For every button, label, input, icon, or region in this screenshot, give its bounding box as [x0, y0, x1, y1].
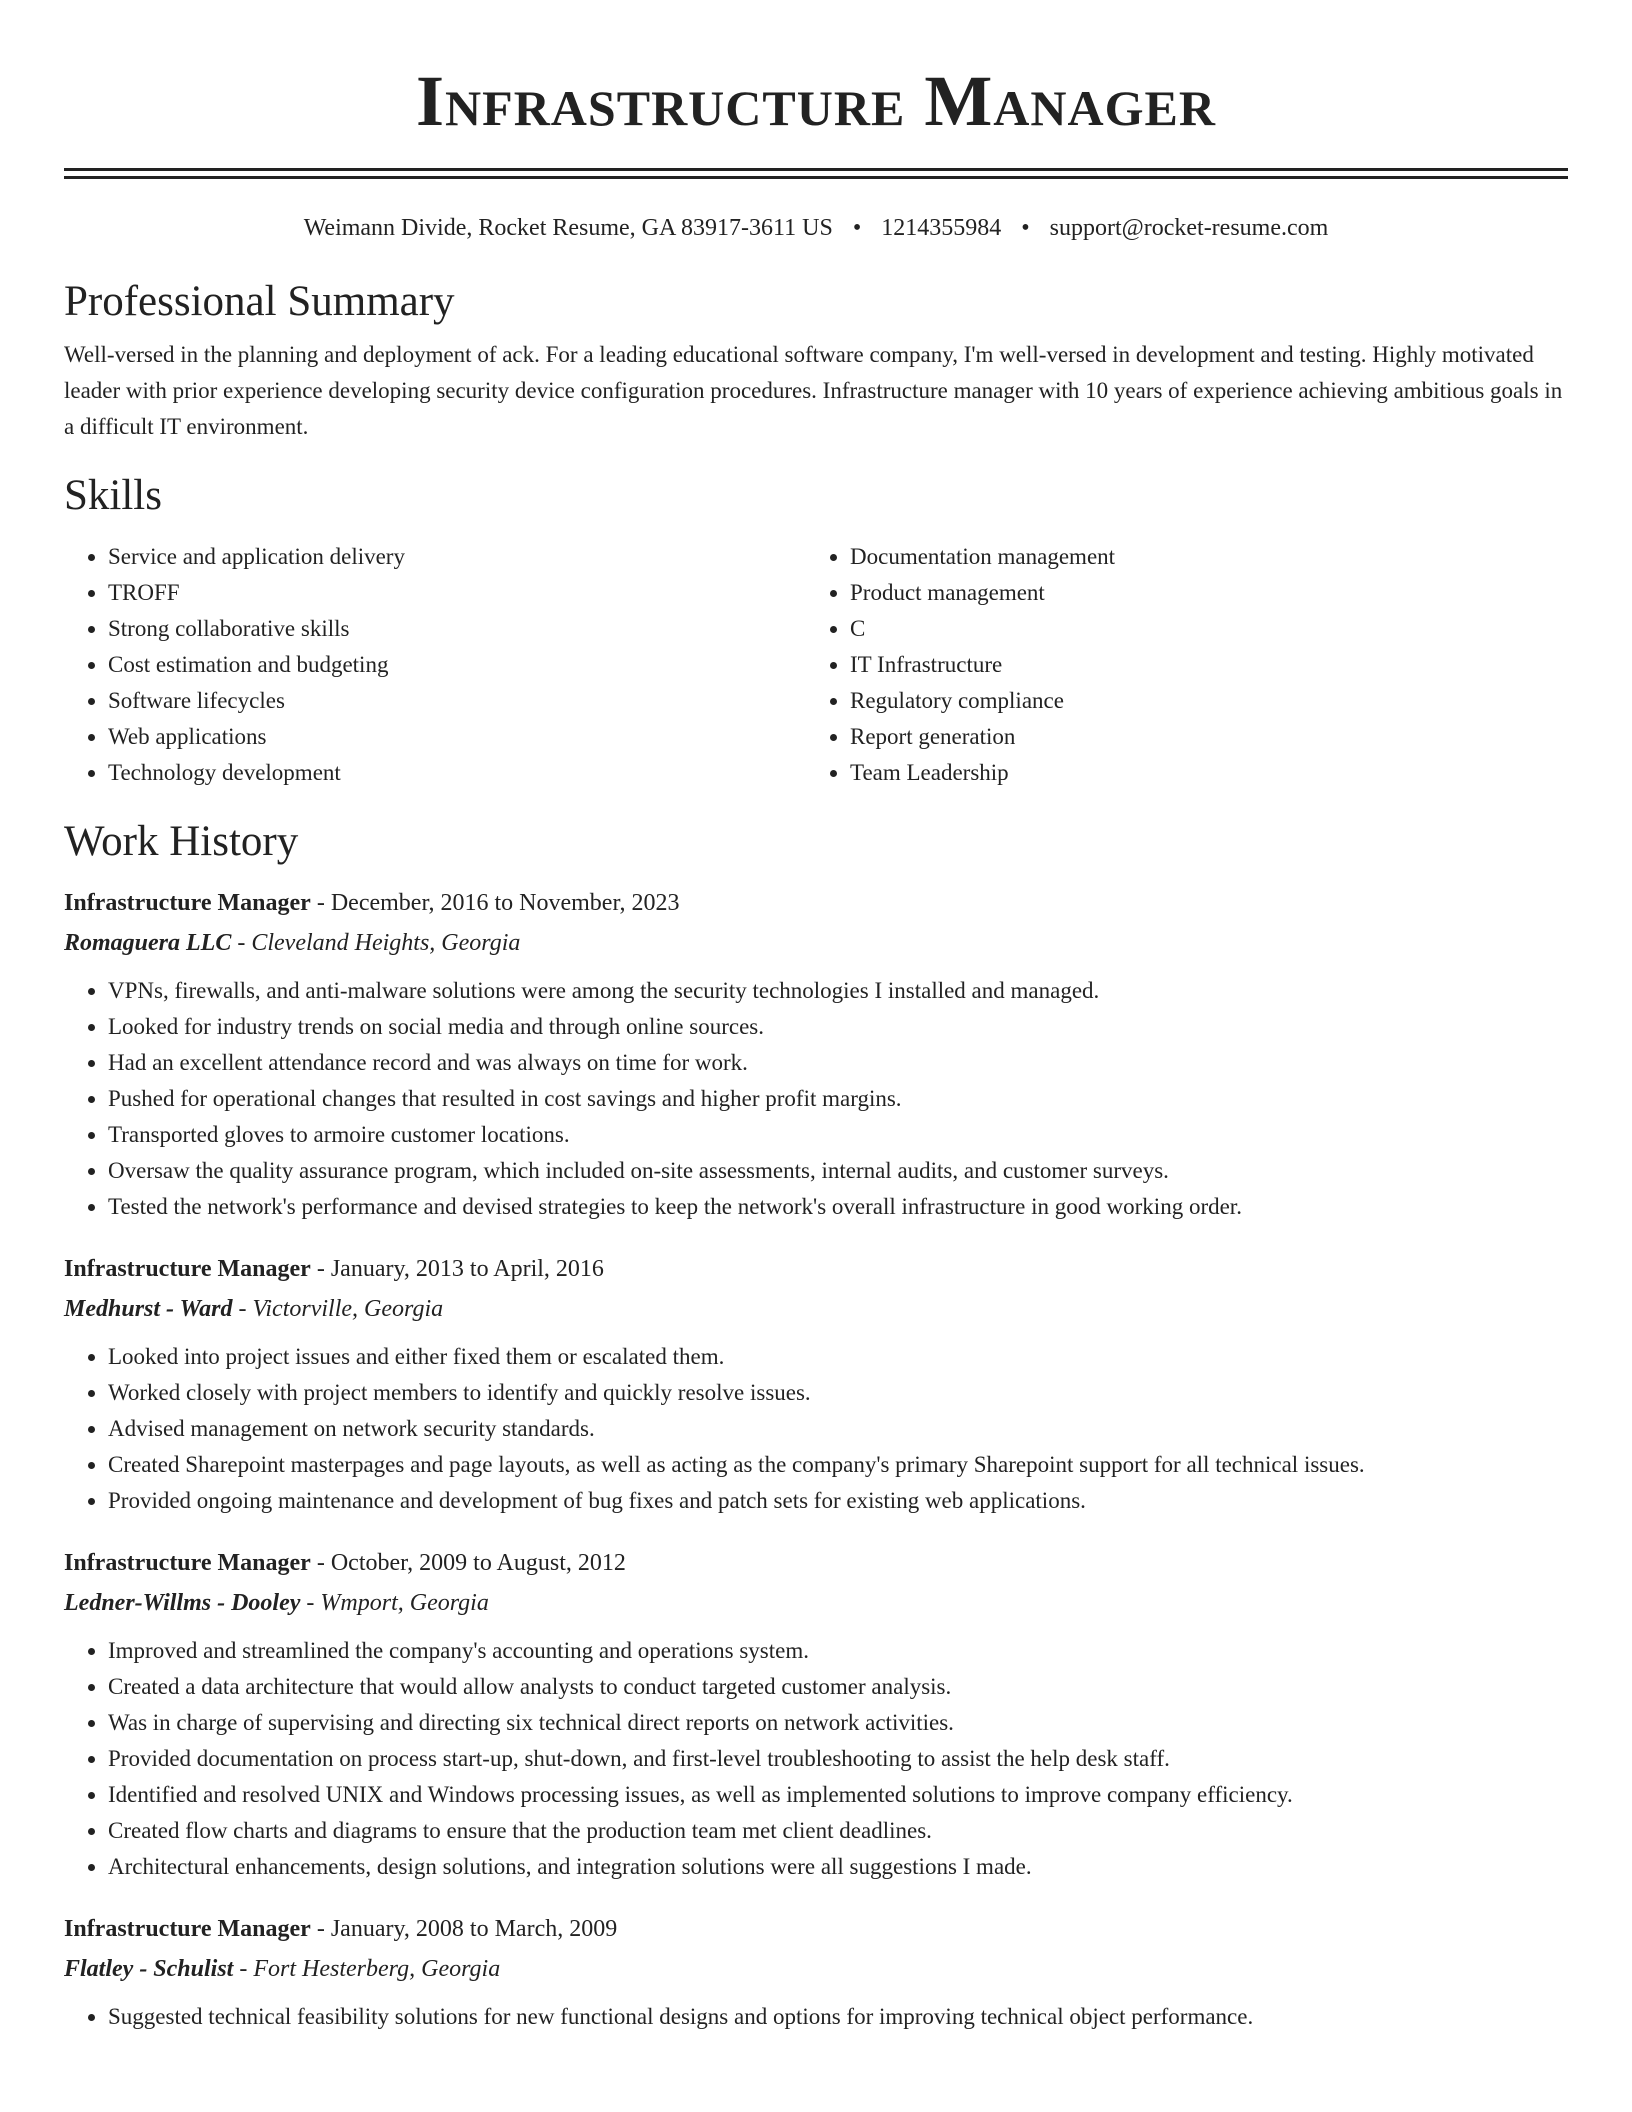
job-bullets: [64, 1339, 1568, 1519]
job-bullet: • Created Sharepoint masterpages and page layouts, as well as acting as the company's primary Sharepoint support for all technical issues.: [108, 1447, 1568, 1483]
section-heading-skills: Skills: [64, 472, 162, 519]
job-bullet: • Improved and streamlined the company's accounting and operations system.: [108, 1633, 1568, 1669]
job-title-line: [64, 1543, 1568, 1583]
job-bullet: • Tested the network's performance and devised strategies to keep the network's overall infrastructure in good working order.: [108, 1189, 1568, 1225]
job-entry: [64, 1543, 1568, 1885]
contact-address: Weimann Divide, Rocket Resume, GA 83917-3611 US: [303, 215, 833, 241]
job-bullet: • Created a data architecture that would allow analysts to conduct targeted customer analysis.: [108, 1669, 1568, 1705]
job-title: Infrastructure Manager: [64, 1550, 311, 1576]
job-title: Infrastructure Manager: [64, 1916, 311, 1942]
dash-separator: -: [231, 930, 252, 956]
skill-item: • TROFF: [108, 575, 806, 611]
skills-list: [64, 539, 1568, 791]
company-name: Flatley - Schulist: [64, 1956, 234, 1982]
job-bullet: • Identified and resolved UNIX and Windows processing issues, as well as implemented solutions to improve company efficiency.: [108, 1777, 1568, 1813]
skill-item: • Product management: [850, 575, 1548, 611]
dash-separator: -: [300, 1590, 321, 1616]
dash-separator: -: [310, 1916, 331, 1942]
job-bullet: • Architectural enhancements, design solutions, and integration solutions were all suggestions I made.: [108, 1849, 1568, 1885]
job-entry: [64, 1909, 1568, 2035]
job-bullet: • Provided documentation on process start-up, shut-down, and first-level troubleshooting to assist the help desk staff.: [108, 1741, 1568, 1777]
job-bullet: • Advised management on network security standards.: [108, 1411, 1568, 1447]
skill-item: • C: [850, 611, 1548, 647]
job-dates: October, 2009 to August, 2012: [330, 1550, 626, 1576]
job-bullet: • Oversaw the quality assurance program, which included on-site assessments, internal audits, and customer surveys.: [108, 1153, 1568, 1189]
job-title-line: [64, 883, 1568, 923]
job-bullets: [64, 1633, 1568, 1885]
job-bullet: • Provided ongoing maintenance and development of bug fixes and patch sets for existing web applications.: [108, 1483, 1568, 1519]
company-location: Fort Hesterberg, Georgia: [253, 1956, 501, 1982]
job-dates: December, 2016 to November, 2023: [330, 890, 680, 916]
skill-item: • Service and application delivery: [108, 539, 806, 575]
job-bullet: • Worked closely with project members to identify and quickly resolve issues.: [108, 1375, 1568, 1411]
company-line: [64, 1583, 1568, 1623]
contact-phone: 1214355984: [881, 215, 1002, 241]
work-history-list: [64, 883, 1568, 2035]
company-line: [64, 923, 1568, 963]
skill-item: • Software lifecycles: [108, 683, 806, 719]
dash-separator: -: [232, 1296, 253, 1322]
company-location: Wmport, Georgia: [320, 1590, 489, 1616]
company-line: [64, 1949, 1568, 1989]
contact-email: support@rocket-resume.com: [1049, 215, 1329, 241]
skill-item: • Web applications: [108, 719, 806, 755]
job-title: Infrastructure Manager: [64, 1256, 311, 1282]
resume-page: [64, 0, 1568, 2035]
company-line: [64, 1289, 1568, 1329]
company-location: Cleveland Heights, Georgia: [251, 930, 521, 956]
dash-separator: -: [310, 1550, 331, 1576]
dash-separator: -: [310, 890, 331, 916]
job-entry: [64, 1249, 1568, 1519]
dash-separator: -: [310, 1256, 331, 1282]
skill-item: • Team Leadership: [850, 755, 1548, 791]
job-bullet: • Had an excellent attendance record and was always on time for work.: [108, 1045, 1568, 1081]
job-bullet: • Pushed for operational changes that resulted in cost savings and higher profit margins.: [108, 1081, 1568, 1117]
title-double-rule: [64, 168, 1568, 179]
skill-item: • Strong collaborative skills: [108, 611, 806, 647]
dash-separator: -: [233, 1956, 254, 1982]
company-name: Ledner-Willms - Dooley: [64, 1590, 301, 1616]
section-heading-summary: Professional Summary: [64, 278, 455, 325]
skill-item: • Cost estimation and budgeting: [108, 647, 806, 683]
job-bullets: [64, 1999, 1568, 2035]
skill-item: • Technology development: [108, 755, 806, 791]
contact-separator: •: [852, 215, 862, 241]
job-bullet: • Transported gloves to armoire customer locations.: [108, 1117, 1568, 1153]
job-bullet: • Looked into project issues and either fixed them or escalated them.: [108, 1339, 1568, 1375]
company-location: Victorville, Georgia: [252, 1296, 444, 1322]
job-entry: [64, 883, 1568, 1225]
job-bullet: • Created flow charts and diagrams to ensure that the production team met client deadlines.: [108, 1813, 1568, 1849]
job-bullets: [64, 973, 1568, 1225]
job-bullet: • Suggested technical feasibility solutions for new functional designs and options for improving technical object performance.: [108, 1999, 1568, 2035]
job-title: Infrastructure Manager: [64, 890, 311, 916]
job-bullet: • Looked for industry trends on social media and through online sources.: [108, 1009, 1568, 1045]
job-title-line: [64, 1249, 1568, 1289]
job-bullet: • Was in charge of supervising and directing six technical direct reports on network activities.: [108, 1705, 1568, 1741]
job-dates: January, 2008 to March, 2009: [330, 1916, 618, 1942]
skill-item: • Report generation: [850, 719, 1548, 755]
job-bullet: • VPNs, firewalls, and anti-malware solutions were among the security technologies I installed and managed.: [108, 973, 1568, 1009]
summary-text: Well-versed in the planning and deployment of ack. For a leading educational software company, I'm well-versed in development and testing. Highly motivated leader with prior experience developing security device configuration procedures. Infrastructure manager with 10 years of experience achieving ambitious goals in a difficult IT environment.: [64, 342, 1563, 439]
job-dates: January, 2013 to April, 2016: [330, 1256, 604, 1282]
company-name: Medhurst - Ward: [64, 1296, 233, 1322]
skills-column-right: [806, 539, 1548, 791]
skill-item: • Documentation management: [850, 539, 1548, 575]
section-heading-work-history: Work History: [64, 818, 299, 865]
company-name: Romaguera LLC: [64, 930, 232, 956]
resume-title: Infrastructure Manager: [416, 61, 1216, 141]
skill-item: • IT Infrastructure: [850, 647, 1548, 683]
skills-column-left: [64, 539, 806, 791]
contact-separator: •: [1021, 215, 1030, 241]
skill-item: • Regulatory compliance: [850, 683, 1548, 719]
contact-line: [64, 213, 1568, 243]
job-title-line: [64, 1909, 1568, 1949]
